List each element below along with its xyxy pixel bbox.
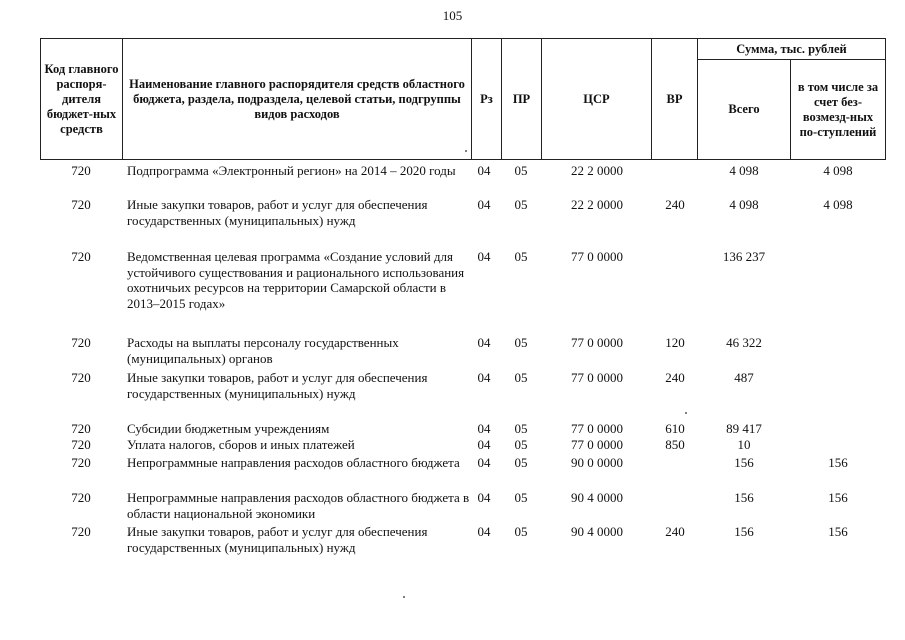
row-name: Непрограммные направления расходов областного бюджета <box>127 455 460 470</box>
page-number: 105 <box>442 8 463 23</box>
row-pr: 05 <box>514 335 528 350</box>
row-code: 720 <box>71 455 91 470</box>
row-pr: 05 <box>514 249 528 264</box>
header-pr: ПР <box>501 38 542 160</box>
header-code: Код главного распоря-дителя бюджет-ных средств <box>40 38 123 160</box>
header-rz: Рз <box>471 38 502 160</box>
header-name: Наименование главного распорядителя средств областного бюджета, раздела, подраздела, целевой статьи, подгруппы видов расходов <box>122 38 472 160</box>
row-csr: 90 0 0000 <box>571 455 623 470</box>
row-grant: 156 <box>828 490 848 505</box>
row-rz: 04 <box>477 437 491 452</box>
row-csr: 77 0 0000 <box>571 335 623 350</box>
row-rz: 04 <box>477 163 491 178</box>
row-code: 720 <box>71 524 91 539</box>
row-csr: 22 2 0000 <box>571 197 623 212</box>
row-grant: 156 <box>828 455 848 470</box>
row-vr: 240 <box>665 197 685 212</box>
row-name: Иные закупки товаров, работ и услуг для обеспечения государственных (муниципальных) нужд <box>127 524 428 555</box>
row-pr: 05 <box>514 197 528 212</box>
row-total: 136 237 <box>722 249 766 264</box>
row-name: Расходы на выплаты персоналу государственных (муниципальных) органов <box>127 335 399 366</box>
row-csr: 90 4 0000 <box>571 524 623 539</box>
row-rz: 04 <box>477 370 491 385</box>
header-total: Всего <box>697 59 791 160</box>
row-pr: 05 <box>514 370 528 385</box>
header-sum: Сумма, тыс. рублей <box>697 38 886 60</box>
row-rz: 04 <box>477 197 491 212</box>
row-pr: 05 <box>514 490 528 505</box>
row-pr: 05 <box>514 455 528 470</box>
row-rz: 04 <box>477 455 491 470</box>
row-grant: 4 098 <box>823 197 853 212</box>
row-total: 89 417 <box>726 421 762 436</box>
row-name: Непрограммные направления расходов областного бюджета в области национальной экономики <box>127 490 470 521</box>
row-rz: 04 <box>477 249 491 264</box>
scan-speck <box>685 412 687 414</box>
scan-speck <box>403 596 405 598</box>
row-code: 720 <box>71 163 91 178</box>
scan-speck <box>465 150 467 152</box>
row-name: Субсидии бюджетным учреждениям <box>127 421 330 436</box>
row-code: 720 <box>71 335 91 350</box>
row-rz: 04 <box>477 421 491 436</box>
row-name: Уплата налогов, сборов и иных платежей <box>127 437 355 452</box>
header-grant: в том числе за счет без-возмезд-ных по-ступлений <box>790 59 886 160</box>
row-csr: 77 0 0000 <box>571 421 623 436</box>
row-name: Иные закупки товаров, работ и услуг для обеспечения государственных (муниципальных) нужд <box>127 197 428 228</box>
row-total: 4 098 <box>729 163 759 178</box>
row-code: 720 <box>71 421 91 436</box>
row-pr: 05 <box>514 437 528 452</box>
row-pr: 05 <box>514 421 528 436</box>
row-code: 720 <box>71 437 91 452</box>
row-total: 156 <box>734 490 754 505</box>
row-vr: 850 <box>665 437 685 452</box>
row-vr: 240 <box>665 370 685 385</box>
row-csr: 90 4 0000 <box>571 490 623 505</box>
row-total: 4 098 <box>729 197 759 212</box>
row-code: 720 <box>71 490 91 505</box>
row-vr: 610 <box>665 421 685 436</box>
row-vr: 120 <box>665 335 685 350</box>
header-vr: ВР <box>651 38 698 160</box>
row-grant: 4 098 <box>823 163 853 178</box>
row-csr: 22 2 0000 <box>571 163 623 178</box>
row-pr: 05 <box>514 524 528 539</box>
row-name: Подпрограмма «Электронный регион» на 2014 – 2020 годы <box>127 163 456 178</box>
row-total: 46 322 <box>726 335 762 350</box>
row-total: 156 <box>734 455 754 470</box>
row-csr: 77 0 0000 <box>571 437 623 452</box>
row-vr: 240 <box>665 524 685 539</box>
row-rz: 04 <box>477 490 491 505</box>
row-csr: 77 0 0000 <box>571 370 623 385</box>
row-name: Ведомственная целевая программа «Создание условий для устойчивого существования и рационального использования охотничьих ресурсов на территории Самарской области в 2013–2015 годах» <box>127 249 465 311</box>
row-total: 156 <box>734 524 754 539</box>
row-rz: 04 <box>477 335 491 350</box>
row-code: 720 <box>71 370 91 385</box>
row-total: 10 <box>737 437 751 452</box>
row-csr: 77 0 0000 <box>571 249 623 264</box>
row-rz: 04 <box>477 524 491 539</box>
header-csr: ЦСР <box>541 38 652 160</box>
row-name: Иные закупки товаров, работ и услуг для обеспечения государственных (муниципальных) нужд <box>127 370 428 401</box>
row-pr: 05 <box>514 163 528 178</box>
row-grant: 156 <box>828 524 848 539</box>
row-code: 720 <box>71 197 91 212</box>
row-code: 720 <box>71 249 91 264</box>
row-total: 487 <box>734 370 754 385</box>
